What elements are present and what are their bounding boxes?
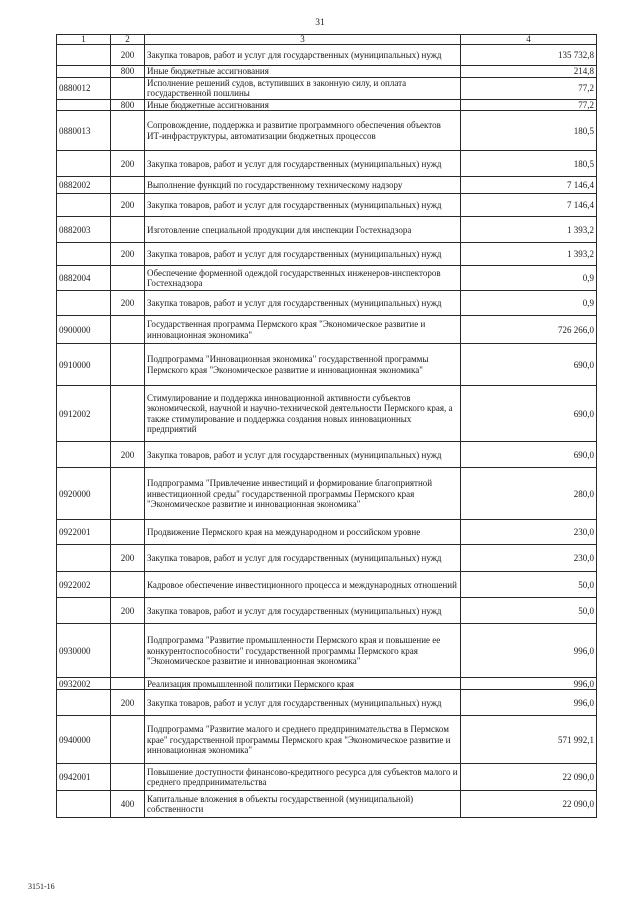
row-description: Продвижение Пермского края на международном и российском уровне <box>145 520 461 545</box>
expense-type <box>111 572 145 598</box>
header-cell-1: 1 <box>57 35 111 45</box>
row-amount: 50,0 <box>461 598 597 624</box>
expense-type: 800 <box>111 66 145 78</box>
row-description: Закупка товаров, работ и услуг для государственных (муниципальных) нужд <box>145 545 461 572</box>
table-row <box>57 217 597 243</box>
row-code: 0940000 <box>57 716 111 764</box>
page-number: 31 <box>315 18 325 28</box>
row-amount: 180,5 <box>461 151 597 177</box>
row-code <box>57 791 111 818</box>
row-description: Выполнение функций по государственному техническому надзору <box>145 177 461 194</box>
row-code <box>57 291 111 316</box>
row-code: 0932002 <box>57 678 111 690</box>
row-amount: 135 732,8 <box>461 45 597 66</box>
table-row <box>57 545 597 572</box>
table-row <box>57 791 597 818</box>
row-description: Закупка товаров, работ и услуг для государственных (муниципальных) нужд <box>145 598 461 624</box>
expense-type: 200 <box>111 45 145 66</box>
row-code: 0922002 <box>57 572 111 598</box>
table-row <box>57 764 597 791</box>
row-code: 0910000 <box>57 344 111 386</box>
expense-type <box>111 217 145 243</box>
row-amount: 996,0 <box>461 690 597 716</box>
row-amount: 996,0 <box>461 624 597 678</box>
row-amount: 1 393,2 <box>461 243 597 266</box>
row-description: Закупка товаров, работ и услуг для государственных (муниципальных) нужд <box>145 151 461 177</box>
row-code: 0942001 <box>57 764 111 791</box>
table-row <box>57 442 597 468</box>
row-amount: 726 266,0 <box>461 316 597 344</box>
expense-type <box>111 624 145 678</box>
header-cell-4: 4 <box>461 35 597 45</box>
expense-type <box>111 266 145 291</box>
row-code: 0882003 <box>57 217 111 243</box>
table-row <box>57 690 597 716</box>
table-row <box>57 99 597 111</box>
table-row <box>57 66 597 78</box>
expense-type <box>111 468 145 520</box>
row-amount: 571 992,1 <box>461 716 597 764</box>
row-code <box>57 151 111 177</box>
expense-type <box>111 764 145 791</box>
row-amount: 230,0 <box>461 545 597 572</box>
row-amount: 690,0 <box>461 442 597 468</box>
table-row <box>57 572 597 598</box>
row-description: Закупка товаров, работ и услуг для государственных (муниципальных) нужд <box>145 194 461 217</box>
expense-type <box>111 344 145 386</box>
expense-type <box>111 111 145 151</box>
document-code: 3151-16 <box>28 882 55 891</box>
expense-type: 200 <box>111 598 145 624</box>
row-amount: 690,0 <box>461 386 597 442</box>
row-code: 0900000 <box>57 316 111 344</box>
table-row <box>57 468 597 520</box>
row-description: Кадровое обеспечение инвестиционного процесса и международных отношений <box>145 572 461 598</box>
row-code: 0920000 <box>57 468 111 520</box>
row-code <box>57 545 111 572</box>
row-amount: 280,0 <box>461 468 597 520</box>
table-row <box>57 291 597 316</box>
row-description: Стимулирование и поддержка инновационной активности субъектов экономической, научной и научно-технической деятельности Пермского края, а также стимулирование и поддержка создания новых инновационных предприятий <box>145 386 461 442</box>
row-code: 0880012 <box>57 77 111 99</box>
row-code <box>57 99 111 111</box>
row-description: Закупка товаров, работ и услуг для государственных (муниципальных) нужд <box>145 442 461 468</box>
table-header-row <box>57 35 597 45</box>
row-description: Сопровождение, поддержка и развитие программного обеспечения объектов ИТ-инфраструктуры, автоматизации бюджетных процессов <box>145 111 461 151</box>
table-row <box>57 243 597 266</box>
expense-type <box>111 316 145 344</box>
expense-type: 200 <box>111 545 145 572</box>
row-code: 0882002 <box>57 177 111 194</box>
table-row <box>57 151 597 177</box>
table-row <box>57 344 597 386</box>
row-amount: 22 090,0 <box>461 764 597 791</box>
row-description: Государственная программа Пермского края "Экономическое развитие и инновационная экономика" <box>145 316 461 344</box>
row-code: 0912002 <box>57 386 111 442</box>
row-description: Закупка товаров, работ и услуг для государственных (муниципальных) нужд <box>145 690 461 716</box>
table-row <box>57 266 597 291</box>
table-row <box>57 77 597 99</box>
row-description: Иные бюджетные ассигнования <box>145 99 461 111</box>
row-description: Подпрограмма "Инновационная экономика" государственной программы Пермского края "Экономическое развитие и инновационная экономика" <box>145 344 461 386</box>
row-description: Закупка товаров, работ и услуг для государственных (муниципальных) нужд <box>145 243 461 266</box>
table-row <box>57 194 597 217</box>
table-row <box>57 177 597 194</box>
expense-type: 800 <box>111 99 145 111</box>
row-amount: 0,9 <box>461 266 597 291</box>
expense-type: 200 <box>111 243 145 266</box>
row-code: 0882004 <box>57 266 111 291</box>
row-code <box>57 442 111 468</box>
row-amount: 77,2 <box>461 77 597 99</box>
expense-type: 200 <box>111 194 145 217</box>
row-amount: 230,0 <box>461 520 597 545</box>
row-code <box>57 194 111 217</box>
table-row <box>57 678 597 690</box>
expense-type: 400 <box>111 791 145 818</box>
row-description: Подпрограмма "Развитие промышленности Пермского края и повышение ее конкурентоспособности" государственной программы Пермского края "Экономическое развитие и инновационная экономика" <box>145 624 461 678</box>
row-amount: 7 146,4 <box>461 177 597 194</box>
table-row <box>57 386 597 442</box>
row-code: 0922001 <box>57 520 111 545</box>
row-description: Повышение доступности финансово-кредитного ресурса для субъектов малого и среднего предпринимательства <box>145 764 461 791</box>
row-description: Иные бюджетные ассигнования <box>145 66 461 78</box>
table-row <box>57 624 597 678</box>
expense-type <box>111 678 145 690</box>
row-amount: 22 090,0 <box>461 791 597 818</box>
header-cell-2: 2 <box>111 35 145 45</box>
row-amount: 77,2 <box>461 99 597 111</box>
row-description: Закупка товаров, работ и услуг для государственных (муниципальных) нужд <box>145 45 461 66</box>
row-description: Исполнение решений судов, вступивших в законную силу, и оплата государственной пошлины <box>145 77 461 99</box>
row-description: Подпрограмма "Развитие малого и среднего предпринимательства в Пермском крае" государственной программы Пермского края "Экономическое развитие и инновационная экономика" <box>145 716 461 764</box>
table-row <box>57 316 597 344</box>
row-description: Закупка товаров, работ и услуг для государственных (муниципальных) нужд <box>145 291 461 316</box>
expense-type: 200 <box>111 690 145 716</box>
expense-type: 200 <box>111 442 145 468</box>
table-row <box>57 716 597 764</box>
row-amount: 690,0 <box>461 344 597 386</box>
expense-type: 200 <box>111 151 145 177</box>
expense-type <box>111 716 145 764</box>
row-amount: 1 393,2 <box>461 217 597 243</box>
row-description: Подпрограмма "Привлечение инвестиций и формирование благоприятной инвестиционной среды" государственной программы Пермского края "Экономическое развитие и инновационная экономика" <box>145 468 461 520</box>
expense-type <box>111 386 145 442</box>
row-code <box>57 690 111 716</box>
row-description: Изготовление специальной продукции для инспекции Гостехнадзора <box>145 217 461 243</box>
row-description: Капитальные вложения в объекты государственной (муниципальной) собственности <box>145 791 461 818</box>
row-amount: 7 146,4 <box>461 194 597 217</box>
budget-table <box>56 34 597 818</box>
expense-type <box>111 520 145 545</box>
row-amount: 180,5 <box>461 111 597 151</box>
row-amount: 996,0 <box>461 678 597 690</box>
expense-type <box>111 177 145 194</box>
row-code <box>57 243 111 266</box>
table-row <box>57 598 597 624</box>
row-description: Обеспечение форменной одеждой государственных инженеров-инспекторов Гостехнадзора <box>145 266 461 291</box>
expense-type <box>111 77 145 99</box>
table-row <box>57 111 597 151</box>
table-row <box>57 45 597 66</box>
table-row <box>57 520 597 545</box>
row-amount: 214,8 <box>461 66 597 78</box>
row-description: Реализация промышленной политики Пермского края <box>145 678 461 690</box>
expense-type: 200 <box>111 291 145 316</box>
header-cell-3: 3 <box>145 35 461 45</box>
row-code: 0930000 <box>57 624 111 678</box>
row-code <box>57 66 111 78</box>
row-amount: 0,9 <box>461 291 597 316</box>
row-code <box>57 598 111 624</box>
row-code: 0880013 <box>57 111 111 151</box>
row-amount: 50,0 <box>461 572 597 598</box>
row-code <box>57 45 111 66</box>
